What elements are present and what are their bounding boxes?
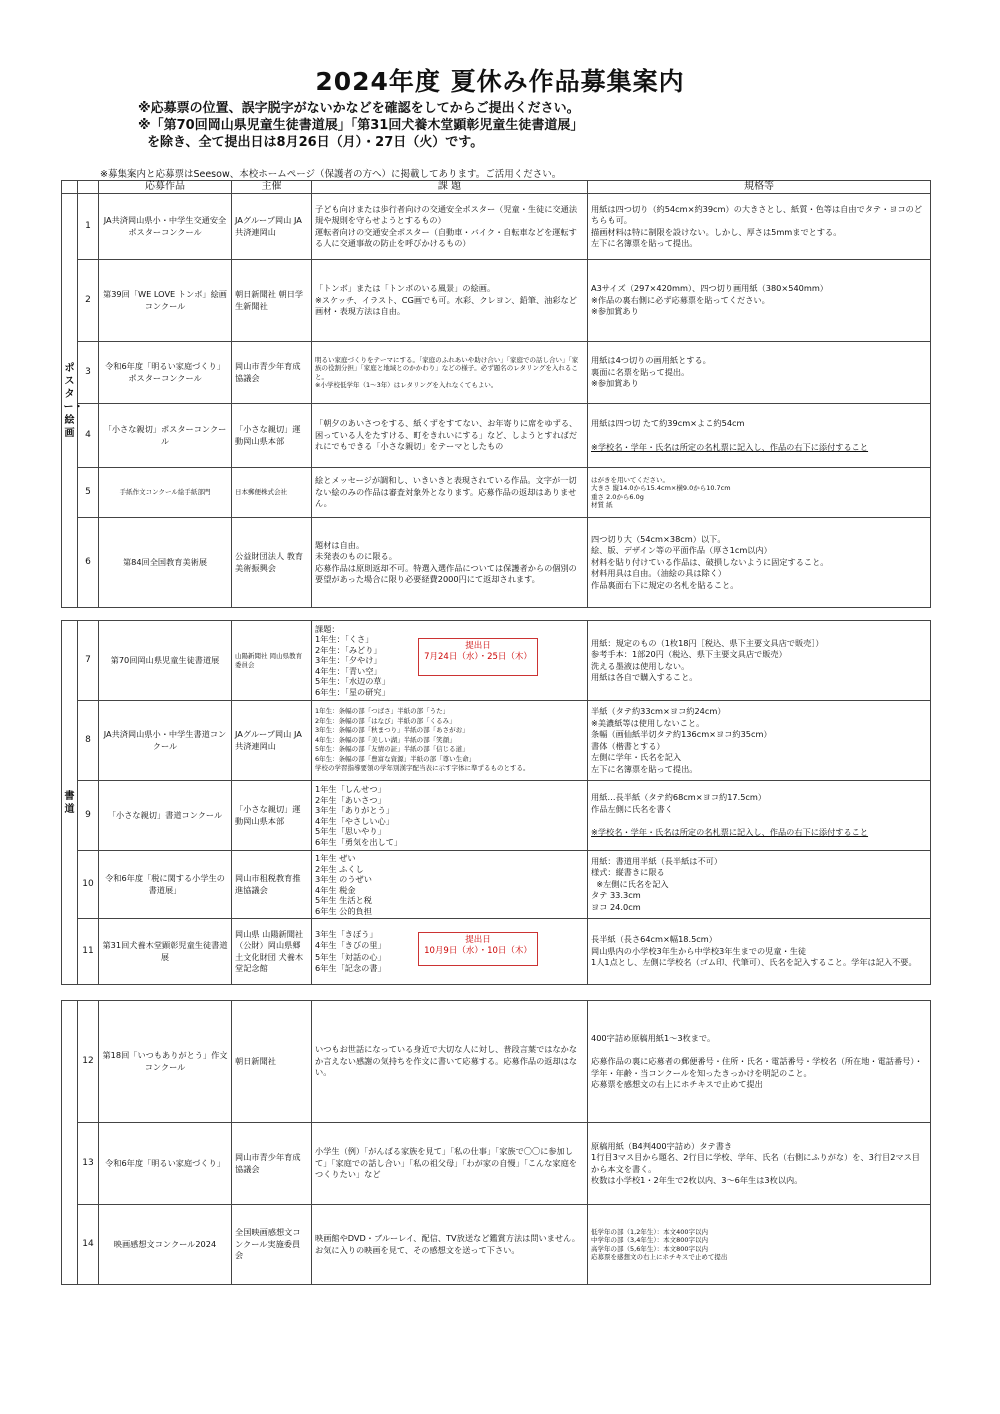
category-essay — [62, 1001, 78, 1285]
organizer: 日本郵便株式会社 — [232, 468, 312, 518]
note-line: ※「第70回岡山県児童生徒書道展」「第31回犬養木堂顕彰児童生徒書道展」 — [138, 118, 584, 133]
rule: はがきを用いてください。 大きさ 縦14.0から15.4cm×横9.0から10.7cm 重さ 2.0から6.0g 材質 紙 — [588, 468, 931, 518]
row-number: 10 — [78, 851, 99, 919]
rule: 四つ切り大（54cm×38cm）以下。 絵、版、デザイン等の平面作品（厚さ1cm以内） 材料を貼り付けている作品は、破損しないように固定すること。 材料用具は自由。（油絵の具は除く） 作品裏面右下に規定の名札を貼ること。 — [588, 518, 931, 608]
row-number: 8 — [78, 701, 99, 781]
row-number: 1 — [78, 194, 99, 260]
row-number: 14 — [78, 1205, 99, 1285]
rule: 低学年の部（1,2年生）：本文400字以内 中学年の部（3,4年生）：本文800字以内 高学年の部（5,6年生）：本文800字以内 応募票を感想文の右上にホチキスで止めて提出 — [588, 1205, 931, 1285]
task: 課題： 1年生：「くさ」 2年生：「みどり」 3年生：「夕やけ」 4年生：「青い空」 5年生：「水辺の草」 6年生：「星の研究」 — [312, 621, 588, 701]
organizer: 朝日新聞社 — [232, 1001, 312, 1123]
table-row — [62, 468, 931, 518]
rule: 半紙（タテ約33cm×ヨコ約24cm） ※美濃紙等は使用しないこと。 条幅（画仙紙半切タテ約136cm×ヨコ約35cm） 書体（楷書とする） 左側に学年・氏名を記入 左下に名簿票を貼って提出。 — [588, 701, 931, 781]
organizer: JAグループ岡山 JA共済連岡山 — [232, 701, 312, 781]
header-task: 課 題 — [312, 181, 588, 194]
task: 1年生「しんせつ」 2年生「あいさつ」 3年生「ありがとう」 4年生「やさしい心」 5年生「思いやり」 6年生「勇気を出して」 — [312, 781, 588, 851]
table-row — [62, 701, 931, 781]
essay-table — [61, 1000, 931, 1285]
rule-note: ※学校名・学年・氏名は所定の名札票に記入し、作品の右下に添付すること — [591, 441, 869, 452]
rule-note: 応募作品の裏に応募者の郵便番号・住所・氏名・電話番号・学校名（所在地・電話番号）・学年・年齢・当コンクールを知ったきっかけを明記のこと。 応募票を感想文の右上にホチキスで止めて提出 — [591, 1056, 923, 1089]
organizer: 全国映画感想文コンクール実施委員会 — [232, 1205, 312, 1285]
header-org: 主催 — [232, 181, 312, 194]
table-row — [62, 1001, 931, 1123]
organizer: 「小さな親切」運動岡山県本部 — [232, 404, 312, 468]
task: 映画館やDVD・ブルーレイ、配信、TV放送など鑑賞方法は問いません。お気に入りの映画を見て、その感想文を送って下さい。 — [312, 1205, 588, 1285]
header-blank — [78, 181, 99, 194]
work-name: 令和6年度「明るい家庭づくり」 — [99, 1123, 232, 1205]
rule — [588, 1001, 931, 1123]
work-name: JA共済岡山県小・中学生書道コンクール — [99, 701, 232, 781]
table-header-row — [62, 181, 931, 194]
table-row — [62, 342, 931, 404]
organizer: 山陽新聞社 岡山県教育委員会 — [232, 621, 312, 701]
work-name: 映画感想文コンクール2024 — [99, 1205, 232, 1285]
header-blank — [62, 181, 78, 194]
work-name: 第31回犬養木堂顕彰児童生徒書道展 — [99, 919, 232, 985]
work-name: 「小さな親切」ポスターコンクール — [99, 404, 232, 468]
work-name: 手紙作文コンクール絵手紙部門 — [99, 468, 232, 518]
row-number: 6 — [78, 518, 99, 608]
task: 小学生（例）「がんばる家族を見て」「私の仕事」「家族で〇〇に参加して」「家庭での話し合い」「私の祖父母」「わが家の自慢」「こんな家庭をつくりたい」など — [312, 1123, 588, 1205]
deadline-label: 提出日 — [465, 641, 491, 651]
row-number: 5 — [78, 468, 99, 518]
rule-text: 用紙…長半紙（タテ約68cm×ヨコ約17.5cm） 作品左側に氏名を書く — [591, 792, 767, 814]
rule-text: 用紙は四つ切 たて約39cm×よこ約54cm — [591, 418, 745, 428]
work-name: 令和6年度「明るい家庭づくり」ポスターコンクール — [99, 342, 232, 404]
task: 「朝夕のあいさつをする、紙くずをすてない、お年寄りに席をゆずる、困っている人をたすける、町をきれいにする」など、しようとすればだれにでもできる「小さな親切」をテーマとしたもの — [312, 404, 588, 468]
deadline-box-shodo11 — [418, 932, 538, 966]
organizer: 岡山県 山陽新聞社（公財）岡山県郷土文化財団 犬養木堂記念館 — [232, 919, 312, 985]
table-row — [62, 1123, 931, 1205]
work-name: 第70回岡山県児童生徒書道展 — [99, 621, 232, 701]
work-name: 令和6年度「税に関する小学生の書道展」 — [99, 851, 232, 919]
category-shodo: 書道 — [62, 621, 78, 985]
work-name: 第84回全国教育美術展 — [99, 518, 232, 608]
task: 3年生「きぼう」 4年生「きびの里」 5年生「対話の心」 6年生「記念の書」 — [312, 919, 588, 985]
work-name: 「小さな親切」書道コンクール — [99, 781, 232, 851]
table-row — [62, 1205, 931, 1285]
table-row — [62, 518, 931, 608]
rule: 長半紙（長さ64cm×幅18.5cm） 岡山県内の小学校3年生から中学校3年生までの児童・生徒 1人1点とし、左側に学校名（ゴム印、代筆可）、氏名を記入すること。学年は記入不要。 — [588, 919, 931, 985]
table-row — [62, 194, 931, 260]
task: 1年生 ぜい 2年生 ふくし 3年生 のうぜい 4年生 税金 5年生 生活と税 6年生 公的負担 — [312, 851, 588, 919]
note-line: を除き、全て提出日は8月26日（月）・27日（火）です。 — [138, 135, 484, 150]
deadline-box-shodo7 — [418, 638, 538, 676]
organizer: JAグループ岡山 JA共済連岡山 — [232, 194, 312, 260]
poster-table — [61, 180, 931, 608]
rule — [588, 781, 931, 851]
header-work: 応募作品 — [99, 181, 232, 194]
task: 明るい家庭づくりをテーマにする。「家庭のふれあいや助け合い」「家庭での話し合い」「家族の役割分担」「家庭と地域とのかかわり」などの様子。必ず題名のレタリングを入れること。 ※小学校低学年（1～3年）はレタリングを入れなくてもよい。 — [312, 342, 588, 404]
rule: 原稿用紙（B4判400字詰め）タテ書き 1行目3マス目から題名、2行目に学校、学年、氏名（右側にふりがな）を、3行目2マス目から本文を書く。 枚数は小学校1・2年生で2枚以内、3～6年生は3枚以内。 — [588, 1123, 931, 1205]
table-row — [62, 260, 931, 342]
header-rule: 規格等 — [588, 181, 931, 194]
deadline-date: 7月24日（水）・25日（木） — [424, 652, 532, 662]
work-name: 第39回「WE LOVE トンボ」絵画コンクール — [99, 260, 232, 342]
submission-notes — [138, 100, 583, 151]
page-title: 2024年度 夏休み作品募集案内 — [315, 67, 685, 96]
row-number: 7 — [78, 621, 99, 701]
row-number: 4 — [78, 404, 99, 468]
table-row — [62, 781, 931, 851]
deadline-date: 10月9日（水）・10日（木） — [424, 946, 532, 956]
rule-note: ※学校名・学年・氏名は所定の名札票に記入し、作品の右下に添付すること — [591, 827, 869, 838]
subnote: ※募集案内と応募票はSeesow、本校ホームページ（保護者の方へ）に掲載してあります。ご活用ください。 — [100, 169, 562, 180]
organizer: 公益財団法人 教育美術振興会 — [232, 518, 312, 608]
rule: A3サイズ（297×420mm）、四つ切り画用紙（380×540mm） ※作品の裏右側に必ず応募票を貼ってください。 ※参加賞あり — [588, 260, 931, 342]
note-line: ※応募票の位置、誤字脱字がないかなどを確認をしてからご提出ください。 — [138, 101, 580, 116]
organizer: 岡山市青少年育成協議会 — [232, 1123, 312, 1205]
task: 絵とメッセージが調和し、いきいきと表現されている作品。文字が一切ない絵のみの作品は審査対象外となります。応募作品の返却はありません。 — [312, 468, 588, 518]
row-number: 2 — [78, 260, 99, 342]
organizer: 朝日新聞社 朝日学生新聞社 — [232, 260, 312, 342]
rule: 用紙は四つ切り（約54cm×約39cm）の大きさとし、紙質・色等は自由でタテ・ヨコのどちらも可。 描画材料は特に制限を設けない。しかし、厚さは5mmまでとする。 左下に名簿票を貼って提出。 — [588, 194, 931, 260]
row-number: 13 — [78, 1123, 99, 1205]
rule: 用紙：規定のもの（1枚18円［税込、県下主要文具店で販売］） 参考手本：1部20円（税込、県下主要文具店で販売） 洗える墨液は使用しない。 用紙は各自で購入すること。 — [588, 621, 931, 701]
rule-text: 400字詰め原稿用紙1～3枚まで。 — [591, 1032, 716, 1043]
rule — [588, 404, 931, 468]
organizer: 岡山市青少年育成協議会 — [232, 342, 312, 404]
rule: 用紙：書道用半紙（長半紙は不可） 様式：縦書きに限る ※左側に氏名を記入 タテ 33.3cm ヨコ 24.0cm — [588, 851, 931, 919]
rule: 用紙は4つ切りの画用紙とする。 裏面に名票を貼って提出。 ※参加賞あり — [588, 342, 931, 404]
work-name: JA共済岡山県小・中学生交通安全ポスターコンクール — [99, 194, 232, 260]
task: 子ども向けまたは歩行者向けの交通安全ポスター（児童・生徒に交通法規や規則を守らせようとするもの） 運転者向けの交通安全ポスター（自動車・バイク・自転車などを運転する人に交通事故の防止を呼びかけるもの） — [312, 194, 588, 260]
organizer: 「小さな親切」運動岡山県本部 — [232, 781, 312, 851]
task: 題材は自由。 未発表のものに限る。 応募作品は原則返却不可。特選入選作品については保護者からの個別の要望があった場合に限り必要経費2000円にて返却されます。 — [312, 518, 588, 608]
row-number: 12 — [78, 1001, 99, 1123]
deadline-label: 提出日 — [465, 935, 491, 945]
table-row — [62, 404, 931, 468]
organizer: 岡山市租税教育推進協議会 — [232, 851, 312, 919]
task: いつもお世話になっている身近で大切な人に対し、普段言葉ではなかなか言えない感謝の気持ちを作文に書いて応募する。応募作品の返却はない。 — [312, 1001, 588, 1123]
row-number: 11 — [78, 919, 99, 985]
category-poster: ポスター・絵画 — [62, 194, 78, 608]
task: 1年生：条幅の部「つばさ」半紙の部「うた」 2年生：条幅の部「はなび」半紙の部「くるみ」 3年生：条幅の部「秋まつり」半紙の部「あさがお」 4年生：条幅の部「美しい湖」半紙の部「笑顔」 5年生：条幅の部「友情の証」半紙の部「信じる道」 6年生：条幅の部「豊富な資源」半紙の部「尊い生命」 学校の学習指導要領の学年別漢字配当表に示す字体に準ずるものとする。 — [312, 701, 588, 781]
row-number: 9 — [78, 781, 99, 851]
table-row — [62, 851, 931, 919]
work-name: 第18回「いつもありがとう」作文コンクール — [99, 1001, 232, 1123]
row-number: 3 — [78, 342, 99, 404]
task: 「トンボ」または「トンボのいる風景」の絵画。 ※スケッチ、イラスト、CG画でも可。水彩、クレヨン、鉛筆、油彩など画材・表現方法は自由。 — [312, 260, 588, 342]
